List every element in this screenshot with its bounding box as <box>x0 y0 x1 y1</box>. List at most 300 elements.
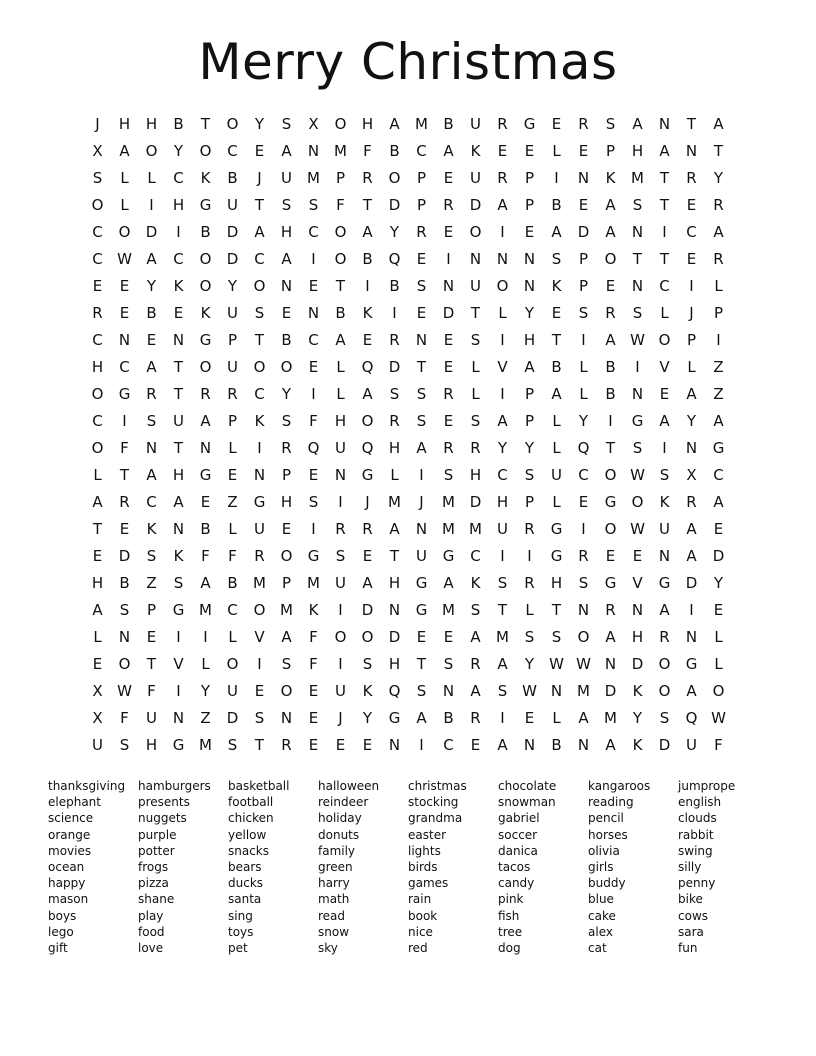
word-list-item: easter <box>408 827 447 842</box>
word-list-item: ocean <box>48 859 85 874</box>
grid-letter: L <box>228 520 237 538</box>
grid-letter: U <box>470 169 481 187</box>
word-list-item: gabriel <box>498 811 540 826</box>
page-title: Merry Christmas <box>198 33 618 91</box>
grid-letter: H <box>523 331 536 349</box>
grid-letter: T <box>92 520 103 538</box>
grid-letter: H <box>172 466 185 484</box>
grid-letter: C <box>659 277 670 295</box>
grid-letter: I <box>527 547 532 565</box>
grid-letter: B <box>200 223 211 241</box>
grid-letter: S <box>578 304 589 322</box>
word-list-item: happy <box>48 876 86 891</box>
grid-letter: E <box>119 304 130 322</box>
grid-letter: S <box>173 574 184 592</box>
grid-letter: C <box>227 601 238 619</box>
grid-letter: U <box>470 115 481 133</box>
grid-letter: L <box>120 196 129 214</box>
grid-letter: R <box>578 115 589 133</box>
grid-letter: O <box>334 115 347 133</box>
grid-letter: A <box>686 547 697 565</box>
word-list-item: movies <box>48 843 92 858</box>
grid-letter: E <box>524 709 535 727</box>
grid-letter: P <box>524 385 535 403</box>
grid-letter: B <box>227 574 238 592</box>
word-list-item: danica <box>498 843 538 858</box>
word-list-item: green <box>318 859 353 874</box>
grid-letter: O <box>280 547 293 565</box>
grid-letter: Y <box>686 412 697 430</box>
grid-letter: C <box>92 412 103 430</box>
grid-letter: O <box>604 466 617 484</box>
grid-letter: E <box>713 601 724 619</box>
grid-letter: C <box>92 250 103 268</box>
grid-letter: F <box>201 547 210 565</box>
word-list-item: mason <box>48 892 89 907</box>
grid-letter: L <box>336 358 345 376</box>
grid-letter: M <box>631 169 644 187</box>
grid-letter: M <box>253 574 266 592</box>
word-list-item: chocolate <box>498 779 557 793</box>
grid-letter: U <box>335 574 346 592</box>
grid-letter: S <box>146 547 157 565</box>
grid-letter: W <box>117 682 132 700</box>
grid-letter: Y <box>389 223 400 241</box>
word-list-item: silly <box>678 859 702 874</box>
grid-letter: G <box>361 466 374 484</box>
grid-letter: C <box>308 331 319 349</box>
grid-letter: N <box>307 304 320 322</box>
grid-letter: G <box>415 574 428 592</box>
grid-letter: A <box>146 466 157 484</box>
grid-letter: J <box>338 709 343 727</box>
grid-letter: T <box>254 196 265 214</box>
grid-letter: A <box>443 574 454 592</box>
grid-letter: E <box>551 304 562 322</box>
word-list-item: snacks <box>228 843 270 858</box>
grid-letter: A <box>92 601 103 619</box>
grid-letter: U <box>470 277 481 295</box>
grid-letter: D <box>145 223 158 241</box>
grid-letter: S <box>659 709 670 727</box>
word-list-item: fun <box>678 940 698 955</box>
grid-letter: U <box>146 709 157 727</box>
word-list-item: elephant <box>48 795 101 810</box>
grid-letter: S <box>416 412 427 430</box>
grid-letter: A <box>605 628 616 646</box>
grid-letter: H <box>280 223 293 241</box>
grid-letter: L <box>579 385 588 403</box>
grid-letter: R <box>362 169 373 187</box>
grid-letter: T <box>551 601 562 619</box>
grid-letter: M <box>496 628 509 646</box>
word-list-item: math <box>318 892 350 907</box>
grid-letter: O <box>118 223 131 241</box>
word-list-item: rabbit <box>678 827 714 842</box>
grid-letter: C <box>227 142 238 160</box>
grid-letter: L <box>228 439 237 457</box>
grid-letter: C <box>254 385 265 403</box>
grid-letter: L <box>228 628 237 646</box>
grid-letter: T <box>470 304 481 322</box>
grid-letter: C <box>308 223 319 241</box>
grid-letter: V <box>497 358 508 376</box>
grid-letter: P <box>578 250 589 268</box>
grid-letter: F <box>309 412 318 430</box>
grid-letter: P <box>227 412 238 430</box>
grid-letter: H <box>172 196 185 214</box>
word-list-item: love <box>138 940 164 955</box>
grid-letter: R <box>605 304 616 322</box>
grid-letter: G <box>550 520 563 538</box>
grid-letter: M <box>469 520 482 538</box>
grid-letter: P <box>713 304 724 322</box>
grid-letter: H <box>91 358 104 376</box>
word-list-item: sing <box>228 908 253 923</box>
word-list-item: play <box>138 908 164 923</box>
grid-letter: R <box>659 628 670 646</box>
grid-letter: Y <box>362 709 373 727</box>
word-list-item: sky <box>318 940 338 955</box>
grid-letter: B <box>146 304 157 322</box>
grid-letter: S <box>281 196 292 214</box>
grid-letter: E <box>686 250 697 268</box>
grid-letter: H <box>118 115 131 133</box>
grid-letter: G <box>307 547 320 565</box>
grid-letter: P <box>605 142 616 160</box>
grid-letter: R <box>497 169 508 187</box>
grid-letter: K <box>254 412 265 430</box>
word-list-item: reading <box>588 795 634 810</box>
grid-letter: E <box>713 520 724 538</box>
grid-letter: L <box>714 277 723 295</box>
grid-letter: R <box>443 196 454 214</box>
grid-letter: E <box>92 547 103 565</box>
grid-letter: T <box>335 277 346 295</box>
grid-letter: H <box>361 115 374 133</box>
grid-letter: L <box>120 169 129 187</box>
grid-letter: H <box>145 736 158 754</box>
grid-letter: O <box>199 277 212 295</box>
grid-letter: S <box>551 250 562 268</box>
grid-letter: N <box>631 385 644 403</box>
grid-letter: M <box>604 709 617 727</box>
grid-letter: A <box>119 142 130 160</box>
grid-letter: R <box>92 304 103 322</box>
letter-grid <box>84 111 732 759</box>
grid-letter: O <box>496 277 509 295</box>
word-list-item: girls <box>588 859 614 874</box>
grid-letter: K <box>470 574 481 592</box>
grid-letter: K <box>308 601 319 619</box>
grid-letter: X <box>92 142 103 160</box>
word-list-item: gift <box>48 940 68 955</box>
grid-letter: A <box>524 358 535 376</box>
grid-letter: X <box>686 466 697 484</box>
grid-letter: E <box>281 304 292 322</box>
grid-letter: X <box>308 115 319 133</box>
grid-letter: P <box>335 169 346 187</box>
grid-letter: D <box>685 574 698 592</box>
grid-letter: N <box>604 655 617 673</box>
grid-letter: O <box>199 358 212 376</box>
grid-letter: K <box>173 547 184 565</box>
grid-letter: B <box>362 250 373 268</box>
grid-letter: R <box>416 223 427 241</box>
grid-letter: F <box>228 547 237 565</box>
word-list-item: olivia <box>588 843 620 858</box>
grid-letter: W <box>117 250 132 268</box>
grid-letter: K <box>362 682 373 700</box>
grid-letter: Y <box>713 169 724 187</box>
grid-letter: N <box>550 682 563 700</box>
grid-letter: Y <box>281 385 292 403</box>
grid-letter: E <box>308 682 319 700</box>
grid-letter: T <box>173 439 184 457</box>
grid-letter: U <box>659 520 670 538</box>
word-list-item: halloween <box>318 779 380 793</box>
grid-letter: P <box>524 412 535 430</box>
grid-letter: T <box>659 250 670 268</box>
grid-letter: A <box>416 439 427 457</box>
grid-letter: A <box>470 682 481 700</box>
grid-letter: O <box>226 115 239 133</box>
grid-letter: G <box>199 331 212 349</box>
grid-letter: M <box>307 574 320 592</box>
grid-letter: E <box>443 358 454 376</box>
grid-letter: N <box>469 250 482 268</box>
grid-letter: A <box>146 358 157 376</box>
grid-letter: A <box>362 385 373 403</box>
grid-letter: N <box>685 439 698 457</box>
grid-letter: H <box>631 142 644 160</box>
grid-letter: N <box>415 331 428 349</box>
grid-letter: K <box>470 142 481 160</box>
word-list-item: football <box>228 795 274 810</box>
grid-letter: C <box>713 466 724 484</box>
grid-letter: T <box>713 142 724 160</box>
grid-letter: R <box>470 655 481 673</box>
grid-letter: I <box>581 331 586 349</box>
grid-letter: A <box>335 331 346 349</box>
grid-letter: D <box>388 628 401 646</box>
grid-letter: X <box>92 709 103 727</box>
grid-letter: O <box>712 682 725 700</box>
grid-letter: E <box>605 277 616 295</box>
grid-letter: Z <box>713 385 724 403</box>
grid-letter: E <box>416 304 427 322</box>
grid-letter: E <box>119 520 130 538</box>
grid-letter: H <box>550 574 563 592</box>
grid-letter: R <box>524 520 535 538</box>
grid-letter: D <box>226 250 239 268</box>
grid-letter: W <box>576 655 591 673</box>
grid-letter: O <box>604 520 617 538</box>
grid-letter: O <box>658 331 671 349</box>
grid-letter: O <box>253 601 266 619</box>
grid-letter: O <box>226 655 239 673</box>
grid-letter: B <box>551 358 562 376</box>
grid-letter: V <box>659 358 670 376</box>
grid-letter: A <box>659 412 670 430</box>
grid-letter: A <box>173 493 184 511</box>
grid-letter: F <box>336 196 345 214</box>
grid-letter: I <box>419 736 424 754</box>
grid-letter: A <box>497 196 508 214</box>
grid-letter: J <box>365 493 370 511</box>
word-list-item: horses <box>588 827 628 842</box>
grid-letter: N <box>577 169 590 187</box>
grid-letter: S <box>227 736 238 754</box>
grid-letter: E <box>551 115 562 133</box>
grid-letter: P <box>524 169 535 187</box>
grid-letter: G <box>199 196 212 214</box>
grid-letter: F <box>120 439 129 457</box>
grid-letter: I <box>581 520 586 538</box>
grid-letter: Y <box>254 115 265 133</box>
word-list-item: penny <box>678 876 716 891</box>
grid-letter: C <box>173 250 184 268</box>
grid-letter: P <box>281 574 292 592</box>
grid-letter: E <box>524 223 535 241</box>
grid-letter: E <box>632 547 643 565</box>
word-list-item: holiday <box>318 811 362 826</box>
grid-letter: R <box>146 385 157 403</box>
grid-letter: A <box>389 115 400 133</box>
grid-letter: T <box>389 547 400 565</box>
word-list-item: swing <box>678 843 713 858</box>
grid-letter: U <box>254 520 265 538</box>
grid-letter: I <box>635 358 640 376</box>
grid-letter: B <box>173 115 184 133</box>
grid-letter: U <box>335 439 346 457</box>
grid-letter: I <box>500 223 505 241</box>
grid-letter: B <box>389 142 400 160</box>
word-list-item: nice <box>408 924 433 939</box>
grid-letter: I <box>122 412 127 430</box>
grid-letter: N <box>631 601 644 619</box>
grid-letter: T <box>632 250 643 268</box>
grid-letter: A <box>605 736 616 754</box>
grid-letter: N <box>523 277 536 295</box>
grid-letter: P <box>227 331 238 349</box>
grid-letter: L <box>498 304 507 322</box>
word-list-item: cows <box>678 908 709 923</box>
grid-letter: H <box>334 412 347 430</box>
grid-letter: N <box>388 736 401 754</box>
grid-letter: N <box>577 601 590 619</box>
grid-letter: Q <box>388 682 401 700</box>
grid-letter: D <box>604 682 617 700</box>
grid-letter: P <box>686 331 697 349</box>
word-list-item: cake <box>588 908 616 923</box>
grid-letter: Q <box>307 439 320 457</box>
grid-letter: K <box>200 169 211 187</box>
grid-letter: R <box>227 385 238 403</box>
grid-letter: J <box>689 304 694 322</box>
grid-letter: I <box>446 250 451 268</box>
grid-letter: S <box>308 196 319 214</box>
grid-letter: A <box>686 385 697 403</box>
word-list-item: rain <box>408 892 432 907</box>
grid-letter: W <box>630 520 645 538</box>
grid-letter: M <box>199 601 212 619</box>
grid-letter: I <box>338 601 343 619</box>
grid-letter: R <box>470 439 481 457</box>
grid-letter: H <box>91 574 104 592</box>
grid-letter: O <box>361 628 374 646</box>
grid-letter: E <box>605 547 616 565</box>
grid-letter: R <box>281 736 292 754</box>
grid-letter: A <box>443 142 454 160</box>
grid-letter: C <box>92 223 103 241</box>
grid-letter: Q <box>388 250 401 268</box>
grid-letter: N <box>442 682 455 700</box>
word-list-item: chicken <box>228 811 274 826</box>
grid-letter: U <box>281 169 292 187</box>
grid-letter: T <box>497 601 508 619</box>
grid-letter: S <box>254 304 265 322</box>
grid-letter: L <box>687 358 696 376</box>
word-list-item: soccer <box>498 827 538 842</box>
grid-letter: O <box>334 250 347 268</box>
grid-letter: K <box>659 493 670 511</box>
grid-letter: T <box>605 439 616 457</box>
grid-letter: U <box>335 682 346 700</box>
grid-letter: P <box>146 601 157 619</box>
grid-letter: E <box>443 331 454 349</box>
grid-letter: E <box>335 736 346 754</box>
grid-letter: S <box>389 385 400 403</box>
grid-letter: E <box>578 493 589 511</box>
grid-letter: E <box>443 628 454 646</box>
grid-letter: U <box>497 520 508 538</box>
grid-letter: G <box>415 601 428 619</box>
grid-letter: O <box>658 682 671 700</box>
grid-letter: U <box>227 304 238 322</box>
grid-letter: E <box>497 142 508 160</box>
grid-letter: E <box>443 223 454 241</box>
grid-letter: S <box>443 466 454 484</box>
grid-letter: S <box>524 466 535 484</box>
grid-letter: A <box>200 574 211 592</box>
word-list-item: yellow <box>228 827 267 842</box>
grid-letter: U <box>551 466 562 484</box>
grid-letter: P <box>524 196 535 214</box>
grid-letter: R <box>524 574 535 592</box>
grid-letter: N <box>172 520 185 538</box>
grid-letter: T <box>173 358 184 376</box>
grid-letter: B <box>227 169 238 187</box>
grid-letter: D <box>226 223 239 241</box>
grid-letter: I <box>338 655 343 673</box>
grid-letter: M <box>334 142 347 160</box>
grid-letter: G <box>523 115 536 133</box>
grid-letter: N <box>172 709 185 727</box>
word-list-item: science <box>48 811 94 826</box>
grid-letter: M <box>280 601 293 619</box>
word-list-item: family <box>318 843 356 858</box>
grid-letter: F <box>309 655 318 673</box>
word-list-item: kangaroos <box>588 779 651 793</box>
word-list-item: dog <box>498 940 521 955</box>
grid-letter: K <box>632 736 643 754</box>
grid-letter: O <box>604 250 617 268</box>
grid-letter: A <box>713 493 724 511</box>
grid-letter: G <box>550 547 563 565</box>
grid-letter: B <box>335 304 346 322</box>
grid-letter: D <box>226 709 239 727</box>
